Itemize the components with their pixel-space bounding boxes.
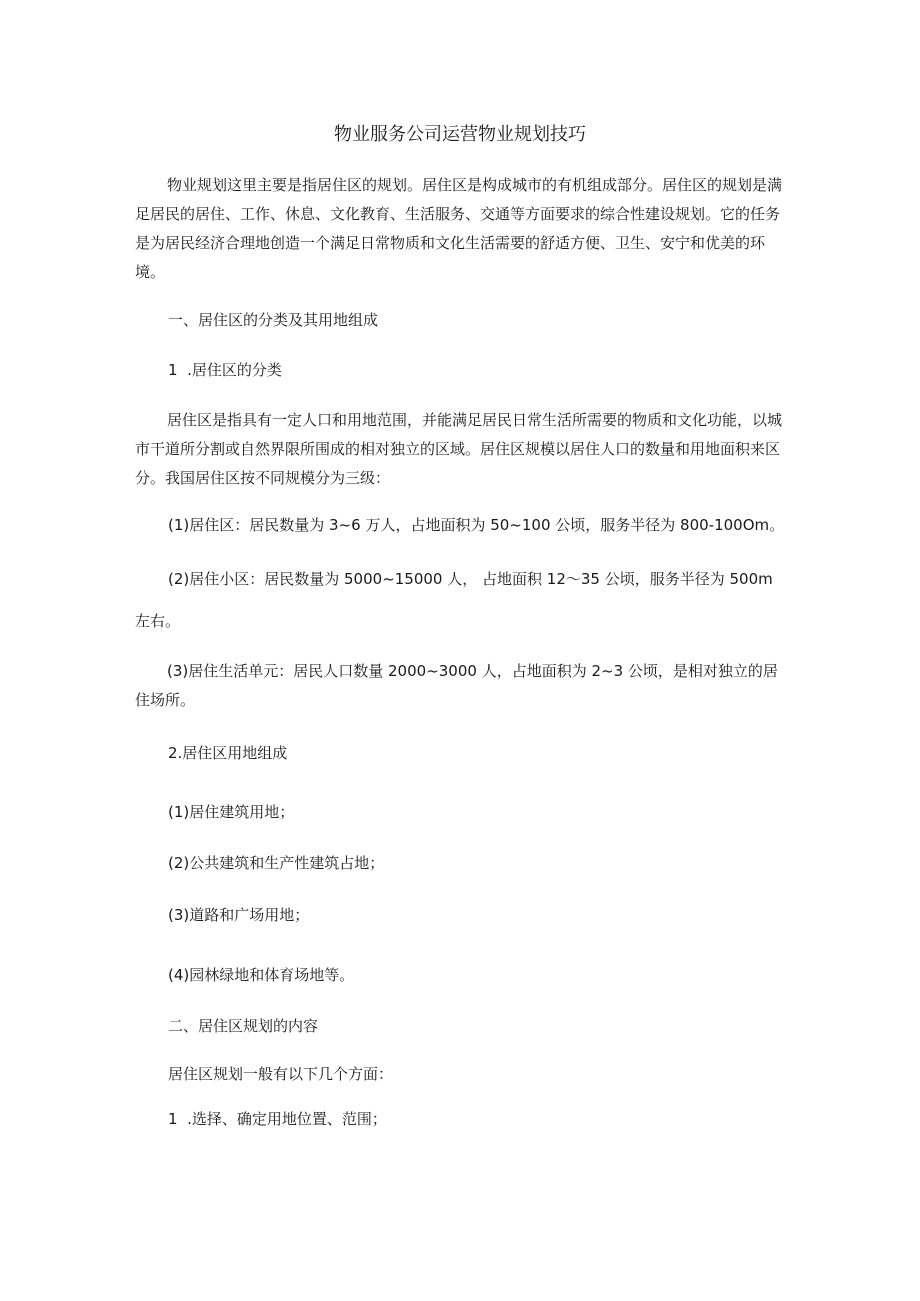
land-use-item-2: (2)公共建筑和生产性建筑占地； (168, 854, 385, 872)
section-heading-1: 一、居住区的分类及其用地组成 (168, 311, 379, 329)
document-title: 物业服务公司运营物业规划技巧 (334, 124, 586, 145)
planning-item-1: 1 .选择、确定用地位置、范围； (168, 1110, 387, 1128)
planning-intro: 居住区规划一般有以下几个方面： (168, 1065, 394, 1083)
subsection-heading-2: 2.居住区用地组成 (168, 744, 288, 762)
intro-paragraph: 物业规划这里主要是指居住区的规划。居住区是构成城市的有机组成部分。居住区的规划是满足居民的居住、工作、休息、文化教育、生活服务、交通等方面要求的综合性建设规划。它的任务是为居民经济合理地创造一个满足日常物质和文化生活需要的舒适方便、卫生、安宁和优美的环境。 (135, 176, 783, 281)
level-1-item: (1)居住区：居民数量为 3~6 万人，占地面积为 50~100 公顷，服务半径为 800-100Om。 (168, 516, 785, 534)
level-2-item-continuation: 左右。 (135, 612, 181, 630)
level-2-item: (2)居住小区：居民数量为 5000~15000 人， 占地面积 12～35 公顷，服务半径为 500m (168, 570, 773, 588)
land-use-item-1: (1)居住建筑用地； (168, 803, 295, 821)
subsection-heading-1: 1 .居住区的分类 (168, 361, 282, 379)
level-3-item: (3)居住生活单元：居民人口数量 2000~3000 人，占地面积为 2~3 公顷，是相对独立的居住场所。 (135, 662, 778, 709)
land-use-item-3: (3)道路和广场用地； (168, 906, 310, 924)
classification-paragraph: 居住区是指具有一定人口和用地范围，并能满足居民日常生活所需要的物质和文化功能，以城市干道所分割或自然界限所围成的相对独立的区域。居住区规模以居住人口的数量和用地面积来区分。我国居住区按不同规模分为三级： (135, 411, 783, 487)
section-heading-2: 二、居住区规划的内容 (168, 1017, 319, 1035)
land-use-item-4: (4)园林绿地和体育场地等。 (168, 966, 355, 984)
